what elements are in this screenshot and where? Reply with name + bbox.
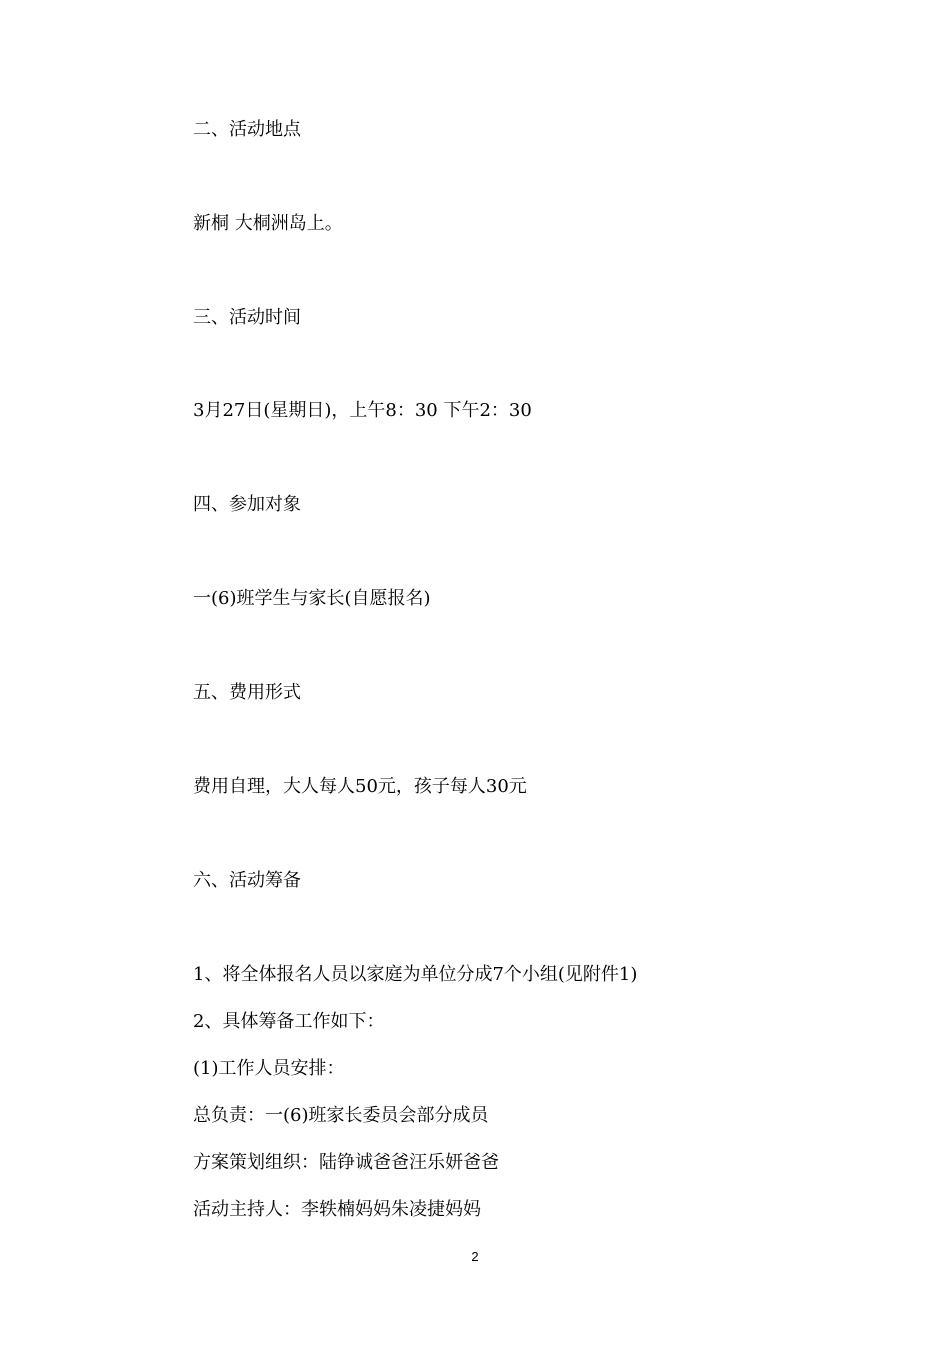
preparation-item-1: 1、将全体报名人员以家庭为单位分成7个小组(见附件1) bbox=[193, 964, 638, 985]
page-number: 2 bbox=[471, 1249, 479, 1264]
staff-arrangement-heading: (1)工作人员安排： bbox=[193, 1058, 345, 1079]
staff-general-lead: 总负责：一(6)班家长委员会部分成员 bbox=[193, 1105, 489, 1126]
participants-text: 一(6)班学生与家长(自愿报名) bbox=[193, 588, 431, 609]
preparation-item-2: 2、具体筹备工作如下： bbox=[193, 1011, 385, 1032]
section-heading-location: 二、活动地点 bbox=[193, 119, 301, 140]
section-heading-fees: 五、费用形式 bbox=[193, 682, 301, 703]
section-heading-preparation: 六、活动筹备 bbox=[193, 870, 301, 891]
time-text: 3月27日(星期日)，上午8：30 下午2：30 bbox=[193, 400, 532, 421]
section-heading-time: 三、活动时间 bbox=[193, 307, 301, 328]
staff-planning: 方案策划组织：陆铮诚爸爸汪乐妍爸爸 bbox=[193, 1152, 499, 1173]
fees-text: 费用自理，大人每人50元，孩子每人30元 bbox=[193, 776, 527, 797]
staff-host: 活动主持人：李轶楠妈妈朱凌捷妈妈 bbox=[193, 1199, 481, 1220]
location-text: 新桐 大桐洲岛上。 bbox=[193, 213, 343, 234]
section-heading-participants: 四、参加对象 bbox=[193, 494, 301, 515]
